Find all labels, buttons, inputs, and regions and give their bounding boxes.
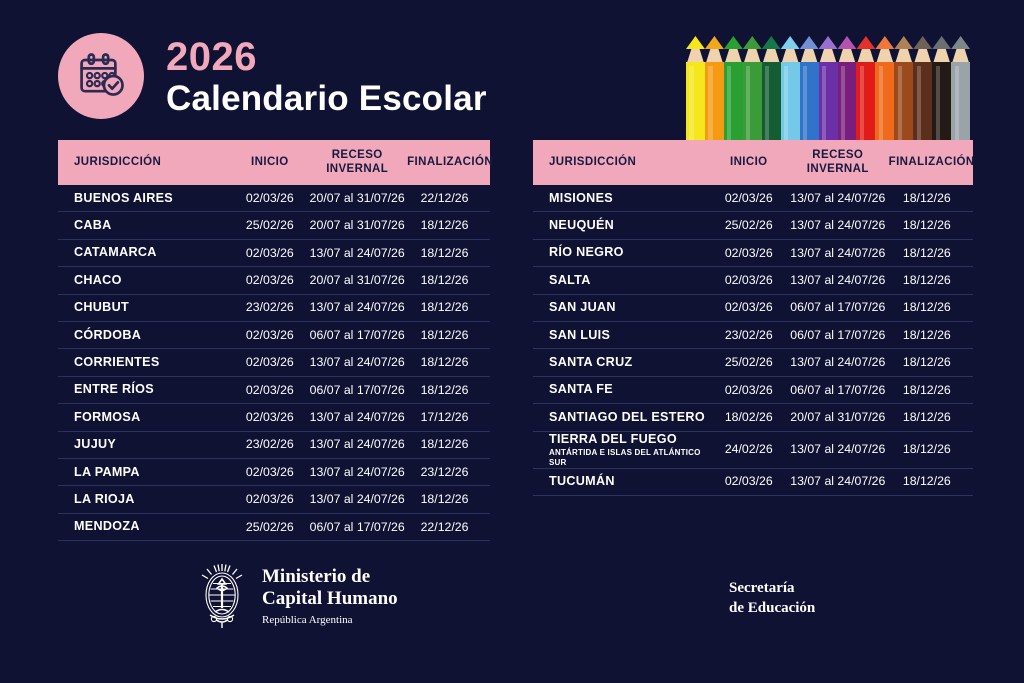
column-header-receso-line1: RECESO [812,149,864,162]
cell-receso-invernal: 13/07 al 24/07/26 [309,464,405,479]
cell-finalizacion: 18/12/26 [902,442,951,457]
pencil-5 [762,36,781,146]
secretary-line1: Secretaría [729,580,795,596]
cell-jurisdiccion: SANTA CRUZ [549,354,633,369]
pencil-8 [819,36,838,146]
pencil-highlight [917,66,921,146]
cell-receso-invernal: 13/07 al 24/07/26 [309,355,405,370]
cell-inicio: 18/02/26 [724,409,773,424]
table-row[interactable] [58,404,490,431]
pencil-nib [743,36,762,49]
pencil-3 [724,36,743,146]
column-header-jurisdiccion: JURISDICCIÓN [74,155,162,168]
cell-receso-invernal: 13/07 al 24/07/26 [790,190,886,205]
table-body-left [58,185,490,541]
table-row[interactable] [533,322,973,349]
cell-finalizacion: 22/12/26 [420,519,469,534]
pencil-11 [875,36,894,146]
pencil-highlight [822,66,826,146]
cell-finalizacion: 18/12/26 [420,327,469,342]
pencil-nib [932,36,951,49]
cell-finalizacion: 18/12/26 [902,245,951,260]
pencil-highlight [803,66,807,146]
table-row[interactable] [533,295,973,322]
argentina-coat-of-arms-icon [196,562,248,632]
table-row[interactable] [58,185,490,212]
cell-jurisdiccion: CHUBUT [74,300,129,315]
cell-inicio: 23/02/26 [245,437,294,452]
pencil-highlight [860,66,864,146]
cell-finalizacion: 18/12/26 [420,492,469,507]
table-row[interactable] [58,486,490,513]
column-header-inicio: INICIO [729,155,768,168]
column-header-receso-line2: INVERNAL [326,162,389,175]
pencil-nib [819,36,838,49]
cell-jurisdiccion: RÍO NEGRO [549,245,624,260]
table-row[interactable] [58,295,490,322]
cell-finalizacion: 18/12/26 [902,355,951,370]
table-row[interactable] [58,212,490,239]
cell-receso-invernal: 13/07 al 24/07/26 [309,437,405,452]
column-header-receso-invernal [787,149,889,175]
cell-receso-invernal: 20/07 al 31/07/26 [309,190,405,205]
cell-jurisdiccion: SAN JUAN [549,300,616,315]
pencil-nib [686,36,705,49]
pencil-13 [913,36,932,146]
pencil-nib [838,36,857,49]
pencil-14 [932,36,951,146]
pencil-nib [705,36,724,49]
cell-jurisdiccion: FORMOSA [74,409,141,424]
cell-jurisdiccion: TIERRA DEL FUEGO ANTÁRTIDA E ISLAS DEL ATLÁNTICO SUR [541,432,711,468]
cell-receso-invernal: 20/07 al 31/07/26 [309,218,405,233]
pencil-nib [781,36,800,49]
cell-inicio: 02/03/26 [724,300,773,315]
pencil-highlight [879,66,883,146]
cell-inicio: 23/02/26 [724,327,773,342]
cell-inicio: 02/03/26 [245,245,294,260]
pencil-9 [838,36,857,146]
cell-jurisdiccion: SANTIAGO DEL ESTERO [549,409,705,424]
cell-jurisdiccion: LA PAMPA [74,464,140,479]
pencil-highlight [708,66,712,146]
pencil-highlight [689,66,693,146]
cell-jurisdiccion: SALTA [549,272,591,287]
column-header-jurisdiccion: JURISDICCIÓN [549,155,637,168]
ministry-name-line1: Ministerio de [262,565,371,587]
cell-jurisdiccion: MENDOZA [74,519,140,534]
table-row[interactable] [533,240,973,267]
cell-inicio: 02/03/26 [245,190,294,205]
cell-receso-invernal: 06/07 al 17/07/26 [790,327,886,342]
cell-finalizacion: 18/12/26 [902,327,951,342]
cell-inicio: 02/03/26 [245,327,294,342]
cell-receso-invernal: 20/07 al 31/07/26 [309,272,405,287]
cell-finalizacion: 18/12/26 [902,474,951,489]
cell-receso-invernal: 13/07 al 24/07/26 [790,218,886,233]
ministry-name-line2: Capital Humano [262,588,398,610]
page-title-year: 2026 [166,34,257,79]
calendar-table-left [58,140,494,541]
cell-finalizacion: 18/12/26 [420,437,469,452]
ministry-country: República Argentina [262,613,353,626]
cell-jurisdiccion: JUJUY [74,437,117,452]
cell-finalizacion: 18/12/26 [902,218,951,233]
cell-inicio: 25/02/26 [724,218,773,233]
table-header-row-left [58,140,494,185]
table-row[interactable] [58,267,490,294]
column-header-inicio: INICIO [251,155,289,168]
cell-finalizacion: 18/12/26 [902,409,951,424]
pencil-highlight [746,66,750,146]
pencil-nib [800,36,819,49]
pencil-nib [875,36,894,49]
cell-inicio: 02/03/26 [724,272,773,287]
cell-inicio: 02/03/26 [724,474,773,489]
cell-receso-invernal: 06/07 al 17/07/26 [790,300,886,315]
pencil-15 [951,36,970,146]
pencil-nib [762,36,781,49]
cell-jurisdiccion: CORRIENTES [74,354,160,369]
cell-finalizacion: 18/12/26 [420,245,469,260]
colored-pencils-icon [686,36,970,146]
cell-inicio: 02/03/26 [245,492,294,507]
table-row[interactable] [533,349,973,376]
cell-inicio: 02/03/26 [724,245,773,260]
table-body-right [533,185,973,496]
cell-inicio: 25/02/26 [245,218,294,233]
cell-finalizacion: 18/12/26 [420,382,469,397]
cell-inicio: 02/03/26 [245,355,294,370]
cell-jurisdiccion: MISIONES [549,190,613,205]
cell-jurisdiccion: TUCUMÁN [549,474,615,489]
cell-finalizacion: 18/12/26 [420,272,469,287]
table-row[interactable] [58,349,490,376]
cell-inicio: 02/03/26 [245,382,294,397]
cell-receso-invernal: 13/07 al 24/07/26 [790,355,886,370]
cell-receso-invernal: 13/07 al 24/07/26 [309,492,405,507]
cell-inicio: 02/03/26 [724,190,773,205]
cell-inicio: 25/02/26 [245,519,294,534]
pencil-1 [686,36,705,146]
cell-jurisdiccion: CHACO [74,272,122,287]
calendar-check-icon [58,33,144,119]
cell-finalizacion: 18/12/26 [902,272,951,287]
cell-receso-invernal: 13/07 al 24/07/26 [790,474,886,489]
column-header-receso-line1: RECESO [331,149,383,162]
column-header-finalizacion: FINALIZACIÓN [407,155,494,168]
cell-finalizacion: 18/12/26 [420,218,469,233]
cell-finalizacion: 17/12/26 [420,409,469,424]
table-row[interactable] [533,185,973,212]
table-row[interactable] [533,432,973,469]
cell-jurisdiccion: BUENOS AIRES [74,190,173,205]
cell-receso-invernal: 13/07 al 24/07/26 [790,442,886,457]
pencil-nib [951,36,970,49]
column-header-receso-line2: INVERNAL [806,162,869,175]
column-header-finalizacion: FINALIZACIÓN [888,155,975,168]
pencil-10 [856,36,875,146]
pencil-nib [913,36,932,49]
cell-finalizacion: 18/12/26 [420,355,469,370]
pencil-highlight [955,66,959,146]
cell-jurisdiccion: SAN LUIS [549,327,611,342]
cell-finalizacion: 22/12/26 [420,190,469,205]
table-row[interactable] [533,404,973,431]
cell-receso-invernal: 06/07 al 17/07/26 [309,327,405,342]
table-row[interactable] [58,240,490,267]
cell-jurisdiccion: CÓRDOBA [74,327,142,342]
table-row[interactable] [533,469,973,496]
cell-receso-invernal: 13/07 al 24/07/26 [309,300,405,315]
cell-finalizacion: 18/12/26 [902,382,951,397]
cell-jurisdiccion: ENTRE RÍOS [74,382,154,397]
cell-inicio: 23/02/26 [245,300,294,315]
cell-receso-invernal: 20/07 al 31/07/26 [790,409,886,424]
cell-receso-invernal: 06/07 al 17/07/26 [309,382,405,397]
pencil-highlight [784,66,788,146]
pencil-highlight [898,66,902,146]
cell-receso-invernal: 13/07 al 24/07/26 [790,245,886,260]
secretary-line2: de Educación [729,600,816,617]
cell-receso-invernal: 13/07 al 24/07/26 [790,272,886,287]
page-title: Calendario Escolar [166,78,487,118]
cell-inicio: 02/03/26 [245,409,294,424]
pencil-nib [894,36,913,49]
cell-finalizacion: 18/12/26 [902,190,951,205]
pencil-12 [894,36,913,146]
secretary-label [729,578,815,619]
cell-receso-invernal: 13/07 al 24/07/26 [309,409,405,424]
pencil-highlight [841,66,845,146]
table-row[interactable] [533,267,973,294]
table-row[interactable] [58,432,490,459]
cell-finalizacion: 18/12/26 [420,300,469,315]
cell-inicio: 25/02/26 [724,355,773,370]
pencil-6 [781,36,800,146]
table-row[interactable] [533,377,973,404]
cell-finalizacion: 23/12/26 [420,464,469,479]
table-row[interactable] [58,459,490,486]
table-row[interactable] [533,212,973,239]
column-header-receso-invernal [307,149,407,175]
pencil-2 [705,36,724,146]
cell-jurisdiccion-subtitle: ANTÁRTIDA E ISLAS DEL ATLÁNTICO SUR [549,447,701,467]
poster-header [58,33,487,119]
ministry-logo [196,562,398,632]
table-row[interactable] [58,514,490,541]
pencil-nib [856,36,875,49]
cell-jurisdiccion: NEUQUÉN [549,218,615,233]
cell-receso-invernal: 13/07 al 24/07/26 [309,245,405,260]
cell-jurisdiccion: SANTA FE [549,382,613,397]
cell-inicio: 02/03/26 [724,382,773,397]
pencil-highlight [727,66,731,146]
pencil-highlight [936,66,940,146]
cell-jurisdiccion: CATAMARCA [74,245,157,260]
cell-inicio: 02/03/26 [245,464,294,479]
table-row[interactable] [58,377,490,404]
cell-finalizacion: 18/12/26 [902,300,951,315]
cell-jurisdiccion: CABA [74,218,112,233]
pencil-7 [800,36,819,146]
cell-inicio: 02/03/26 [245,272,294,287]
pencil-4 [743,36,762,146]
cell-receso-invernal: 06/07 al 17/07/26 [309,519,405,534]
table-header-row-right [533,140,973,185]
cell-jurisdiccion: LA RIOJA [74,491,135,506]
table-row[interactable] [58,322,490,349]
pencil-nib [724,36,743,49]
cell-inicio: 24/02/26 [724,442,773,457]
pencil-highlight [765,66,769,146]
cell-receso-invernal: 06/07 al 17/07/26 [790,382,886,397]
calendar-table-right [533,140,973,496]
